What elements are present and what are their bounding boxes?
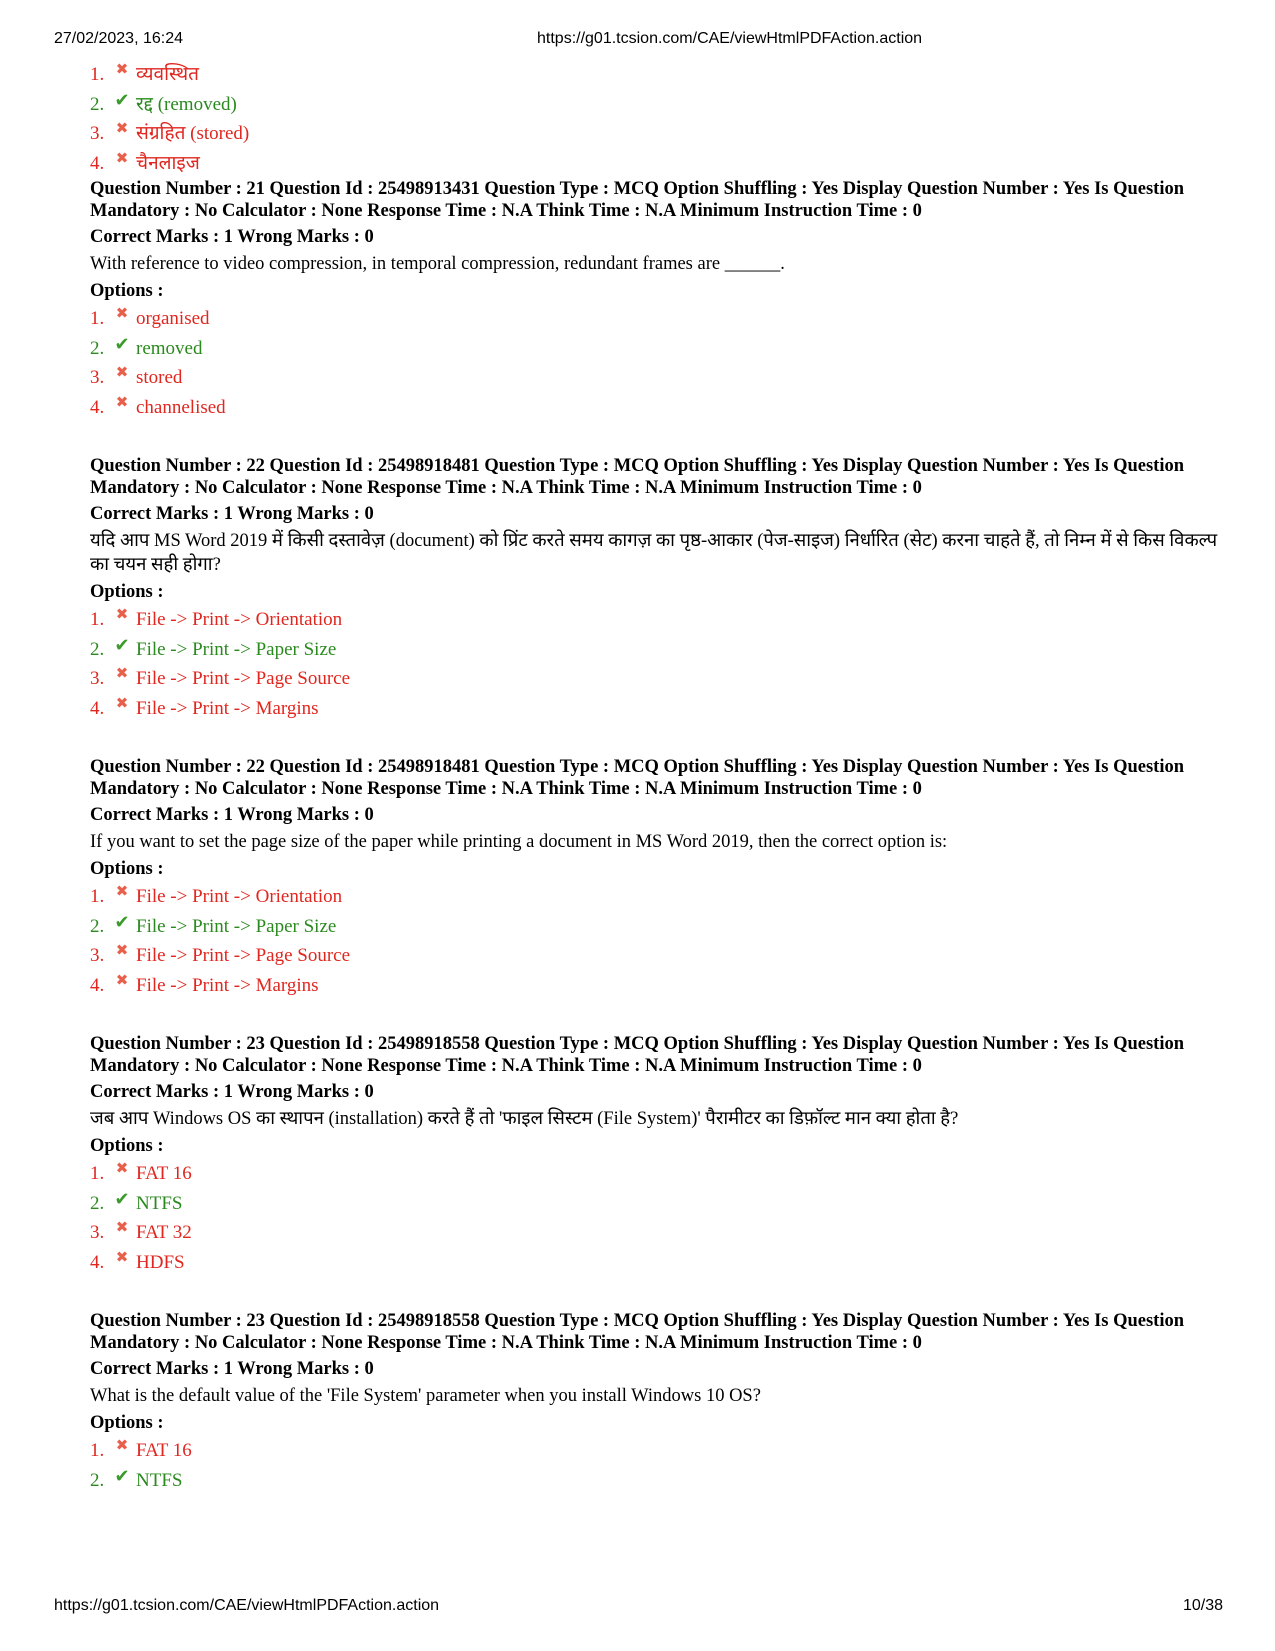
cross-icon: ✖ — [115, 1161, 129, 1177]
option-item — [90, 60, 1220, 90]
check-icon: ✔ — [114, 89, 130, 110]
options-label: Options : — [90, 281, 164, 301]
question-text: With reference to video compression, in temporal compression, redundant frames are ______. — [90, 254, 785, 274]
previous-question-options — [90, 60, 1220, 178]
option-item — [90, 912, 1220, 942]
question-marks: Correct Marks : 1 Wrong Marks : 0 — [90, 227, 374, 247]
option-number: 2. — [90, 915, 105, 937]
option-text: File -> Print -> Margins — [136, 974, 319, 996]
option-number: 1. — [90, 1440, 105, 1461]
option-text: File -> Print -> Page Source — [136, 945, 351, 966]
option-text: FAT 16 — [136, 1440, 192, 1461]
cross-icon: ✖ — [115, 306, 129, 322]
option-text: व्यवस्थित — [136, 64, 199, 85]
question-block — [90, 178, 1220, 422]
option-number: 3. — [90, 945, 105, 966]
option-item — [90, 90, 1220, 120]
option-number: 3. — [90, 668, 105, 689]
option-number: 1. — [90, 1163, 105, 1184]
option-text: File -> Print -> Paper Size — [136, 915, 337, 937]
question-block — [90, 756, 1220, 1000]
cross-icon: ✖ — [115, 1438, 129, 1454]
question-text: What is the default value of the 'File System' parameter when you install Windows 10 OS? — [90, 1386, 761, 1406]
option-item — [90, 971, 1220, 1001]
check-icon: ✔ — [114, 1465, 130, 1486]
check-icon: ✔ — [114, 1188, 130, 1209]
option-item — [90, 694, 1220, 724]
option-text: File -> Print -> Orientation — [136, 609, 343, 630]
question-meta: Question Number : 23 Question Id : 25498918558 Question Type : MCQ Option Shuffling : Yes Display Question Number : Yes Is Question Mandatory : No Calculator : None Response Time : N.A Think Time : N.A Minimum Instruction Time : 0 — [90, 1034, 1185, 1076]
options-label: Options : — [90, 1136, 164, 1156]
cross-icon: ✖ — [115, 62, 129, 78]
option-item — [90, 1248, 1220, 1278]
cross-icon: ✖ — [115, 1249, 129, 1266]
option-text: FAT 32 — [136, 1222, 192, 1243]
page-number: 10/38 — [1182, 1597, 1223, 1614]
option-number: 4. — [90, 697, 105, 719]
cross-icon: ✖ — [115, 666, 129, 682]
option-text: NTFS — [136, 1192, 183, 1214]
option-number: 2. — [90, 1192, 105, 1214]
option-number: 4. — [90, 396, 105, 418]
option-item — [90, 119, 1220, 149]
cross-icon: ✖ — [115, 972, 129, 989]
options-label: Options : — [90, 582, 164, 602]
option-text: संग्रहित (stored) — [136, 123, 250, 144]
option-text: NTFS — [136, 1469, 183, 1491]
option-number: 2. — [90, 638, 105, 660]
option-text: HDFS — [136, 1251, 185, 1273]
print-header-url: https://g01.tcsion.com/CAE/viewHtmlPDFAction.action — [537, 30, 923, 47]
question-marks: Correct Marks : 1 Wrong Marks : 0 — [90, 504, 374, 524]
option-number: 3. — [90, 1222, 105, 1243]
option-number: 2. — [90, 337, 105, 359]
option-list — [90, 304, 1220, 422]
check-icon: ✔ — [114, 911, 130, 932]
cross-icon: ✖ — [115, 150, 129, 167]
cross-icon: ✖ — [115, 884, 129, 900]
option-item — [90, 635, 1220, 665]
option-text: removed — [136, 337, 203, 359]
question-meta: Question Number : 23 Question Id : 25498918558 Question Type : MCQ Option Shuffling : Yes Display Question Number : Yes Is Question Mandatory : No Calculator : None Response Time : N.A Think Time : N.A Minimum Instruction Time : 0 — [90, 1311, 1185, 1353]
question-block — [90, 1310, 1220, 1495]
question-text: If you want to set the page size of the paper while printing a document in MS Word 2019, then the correct option is: — [90, 832, 948, 852]
cross-icon: ✖ — [115, 121, 129, 137]
question-meta: Question Number : 22 Question Id : 25498918481 Question Type : MCQ Option Shuffling : Yes Display Question Number : Yes Is Question Mandatory : No Calculator : None Response Time : N.A Think Time : N.A Minimum Instruction Time : 0 — [90, 757, 1185, 799]
option-number: 1. — [90, 308, 105, 329]
option-list — [90, 1436, 1220, 1495]
cross-icon: ✖ — [115, 394, 129, 411]
option-text: रद्द (removed) — [136, 93, 237, 115]
print-datetime: 27/02/2023, 16:24 — [54, 30, 184, 47]
option-item — [90, 941, 1220, 971]
option-text: File -> Print -> Margins — [136, 697, 319, 719]
question-block — [90, 1033, 1220, 1277]
option-item — [90, 334, 1220, 364]
option-item — [90, 664, 1220, 694]
option-list — [90, 605, 1220, 723]
option-text: channelised — [136, 396, 226, 418]
cross-icon: ✖ — [115, 607, 129, 623]
check-icon: ✔ — [114, 634, 130, 655]
option-item — [90, 882, 1220, 912]
option-item — [90, 1466, 1220, 1496]
option-text: File -> Print -> Paper Size — [136, 638, 337, 660]
cross-icon: ✖ — [115, 943, 129, 959]
question-text: यदि आप MS Word 2019 में किसी दस्तावेज़ (document) को प्रिंट करते समय कागज़ का पृष्ठ-आकार (पेज-साइज) निर्धारित (सेट) करना चाहते हैं, तो निम्न में से किस विकल्प का चयन सही होगा? — [90, 531, 1218, 575]
question-block — [90, 455, 1220, 723]
option-text: File -> Print -> Page Source — [136, 668, 351, 689]
option-item — [90, 149, 1220, 179]
option-number: 4. — [90, 1251, 105, 1273]
check-icon: ✔ — [114, 333, 130, 354]
option-text: stored — [136, 367, 183, 388]
option-number: 2. — [90, 93, 105, 115]
option-number: 3. — [90, 367, 105, 388]
options-label: Options : — [90, 1413, 164, 1433]
option-item — [90, 363, 1220, 393]
option-number: 4. — [90, 974, 105, 996]
option-item — [90, 1218, 1220, 1248]
option-text: चैनलाइज — [136, 152, 200, 174]
option-number: 2. — [90, 1469, 105, 1491]
option-list — [90, 1159, 1220, 1277]
option-item — [90, 393, 1220, 423]
cross-icon: ✖ — [115, 365, 129, 381]
option-item — [90, 1159, 1220, 1189]
option-item — [90, 1436, 1220, 1466]
option-number: 3. — [90, 123, 105, 144]
question-meta: Question Number : 22 Question Id : 25498918481 Question Type : MCQ Option Shuffling : Yes Display Question Number : Yes Is Question Mandatory : No Calculator : None Response Time : N.A Think Time : N.A Minimum Instruction Time : 0 — [90, 456, 1185, 498]
options-label: Options : — [90, 859, 164, 879]
option-number: 1. — [90, 64, 105, 85]
question-list — [90, 178, 1220, 1495]
option-text: FAT 16 — [136, 1163, 192, 1184]
option-item — [90, 605, 1220, 635]
question-marks: Correct Marks : 1 Wrong Marks : 0 — [90, 1082, 374, 1102]
cross-icon: ✖ — [115, 1220, 129, 1236]
option-number: 1. — [90, 886, 105, 907]
option-list — [90, 882, 1220, 1000]
question-text: जब आप Windows OS का स्थापन (installation) करते हैं तो 'फाइल सिस्टम (File System)' पैरामीटर का डिफ़ॉल्ट मान क्या होता है? — [90, 1109, 959, 1129]
question-marks: Correct Marks : 1 Wrong Marks : 0 — [90, 805, 374, 825]
question-paper-content — [90, 60, 1220, 1495]
question-meta: Question Number : 21 Question Id : 25498913431 Question Type : MCQ Option Shuffling : Yes Display Question Number : Yes Is Question Mandatory : No Calculator : None Response Time : N.A Think Time : N.A Minimum Instruction Time : 0 — [90, 179, 1185, 221]
option-item — [90, 304, 1220, 334]
option-number: 4. — [90, 152, 105, 174]
option-text: File -> Print -> Orientation — [136, 886, 343, 907]
cross-icon: ✖ — [115, 695, 129, 712]
option-number: 1. — [90, 609, 105, 630]
option-text: organised — [136, 308, 210, 329]
print-footer-url: https://g01.tcsion.com/CAE/viewHtmlPDFAction.action — [54, 1597, 440, 1614]
option-item — [90, 1189, 1220, 1219]
question-marks: Correct Marks : 1 Wrong Marks : 0 — [90, 1359, 374, 1379]
